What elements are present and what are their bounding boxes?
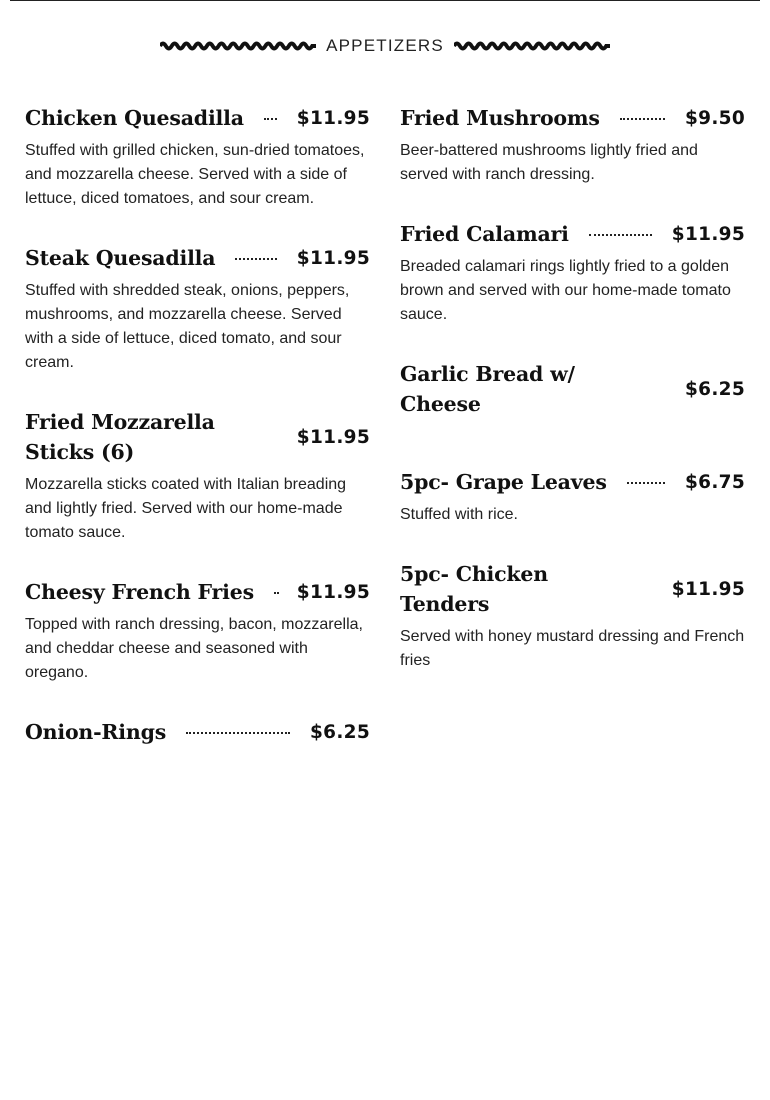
menu-item-price: $6.75 <box>684 471 745 493</box>
menu-item-name: 5pc- Chicken Tenders <box>400 562 548 616</box>
wave-divider-left <box>160 40 316 52</box>
section-header <box>160 34 610 58</box>
menu-item-description: Beer-battered mushrooms lightly fried and served with ranch dressing. <box>400 142 698 183</box>
menu-item-price: $11.95 <box>296 581 370 603</box>
menu-item-price: $11.95 <box>296 247 370 269</box>
menu-item-header <box>400 359 745 419</box>
section-title: APPETIZERS <box>326 36 444 55</box>
dot-leader <box>589 234 652 236</box>
dot-leader <box>264 118 277 120</box>
menu-item-name: 5pc- Grape Leaves <box>400 470 607 494</box>
menu-item-description: Stuffed with rice. <box>400 506 518 523</box>
menu-item-name: Fried Calamari <box>400 222 569 246</box>
menu-item-description: Breaded calamari rings lightly fried to a golden brown and served with our home-made tomato sauce. <box>400 258 731 323</box>
wave-divider-right <box>454 40 610 52</box>
dot-leader <box>186 732 290 734</box>
menu-item <box>400 103 745 187</box>
menu-item-price: $11.95 <box>296 426 370 448</box>
menu-item-header <box>400 467 745 497</box>
menu-item <box>25 407 370 545</box>
menu-item-price: $11.95 <box>671 223 745 245</box>
menu-item-description: Stuffed with grilled chicken, sun-dried tomatoes, and mozzarella cheese. Served with a side of lettuce, diced tomatoes, and sour cream. <box>25 142 365 207</box>
menu-item-price: $11.95 <box>671 578 745 600</box>
menu-item-header <box>25 717 370 747</box>
menu-item <box>25 717 370 747</box>
dot-leader <box>235 258 276 260</box>
menu-item-name: Steak Quesadilla <box>25 246 216 270</box>
menu-item-header <box>400 559 745 619</box>
menu-item-header <box>400 103 745 133</box>
menu-item-description: Mozzarella sticks coated with Italian breading and lightly fried. Served with our home-made tomato sauce. <box>25 476 347 541</box>
menu-item-header <box>25 103 370 133</box>
menu-item <box>25 243 370 375</box>
menu-item-name: Fried Mozzarella Sticks (6) <box>25 410 215 464</box>
menu-item-name: Onion-Rings <box>25 720 167 744</box>
dot-leader <box>620 118 665 120</box>
dot-leader <box>627 482 665 484</box>
menu-item <box>25 577 370 685</box>
menu-item <box>400 467 745 527</box>
menu-item <box>400 559 745 673</box>
menu-item-header <box>25 407 370 467</box>
menu-item-price: $6.25 <box>684 378 745 400</box>
menu-item-name: Fried Mushrooms <box>400 106 600 130</box>
menu-item-header <box>400 219 745 249</box>
dot-leader <box>274 592 277 594</box>
menu-item-price: $6.25 <box>309 721 370 743</box>
menu-item-description: Stuffed with shredded steak, onions, peppers, mushrooms, and mozzarella cheese. Served with a side of lettuce, diced tomato, and sour cream. <box>25 282 350 371</box>
menu-item-price: $11.95 <box>296 107 370 129</box>
menu-item-name: Cheesy French Fries <box>25 580 254 604</box>
menu-item-header <box>25 577 370 607</box>
top-divider <box>10 0 760 1</box>
menu-item-description: Served with honey mustard dressing and French fries <box>400 628 745 669</box>
menu-item <box>400 359 745 419</box>
menu-item-name: Chicken Quesadilla <box>25 106 244 130</box>
menu-item-description: Topped with ranch dressing, bacon, mozzarella, and cheddar cheese and seasoned with oregano. <box>25 616 363 681</box>
menu-item-name: Garlic Bread w/ Cheese <box>400 362 575 416</box>
menu-item <box>25 103 370 211</box>
menu-item-header <box>25 243 370 273</box>
menu-item <box>400 219 745 327</box>
menu-column-right <box>400 103 745 705</box>
menu-item-price: $9.50 <box>684 107 745 129</box>
menu-column-left <box>25 103 370 779</box>
